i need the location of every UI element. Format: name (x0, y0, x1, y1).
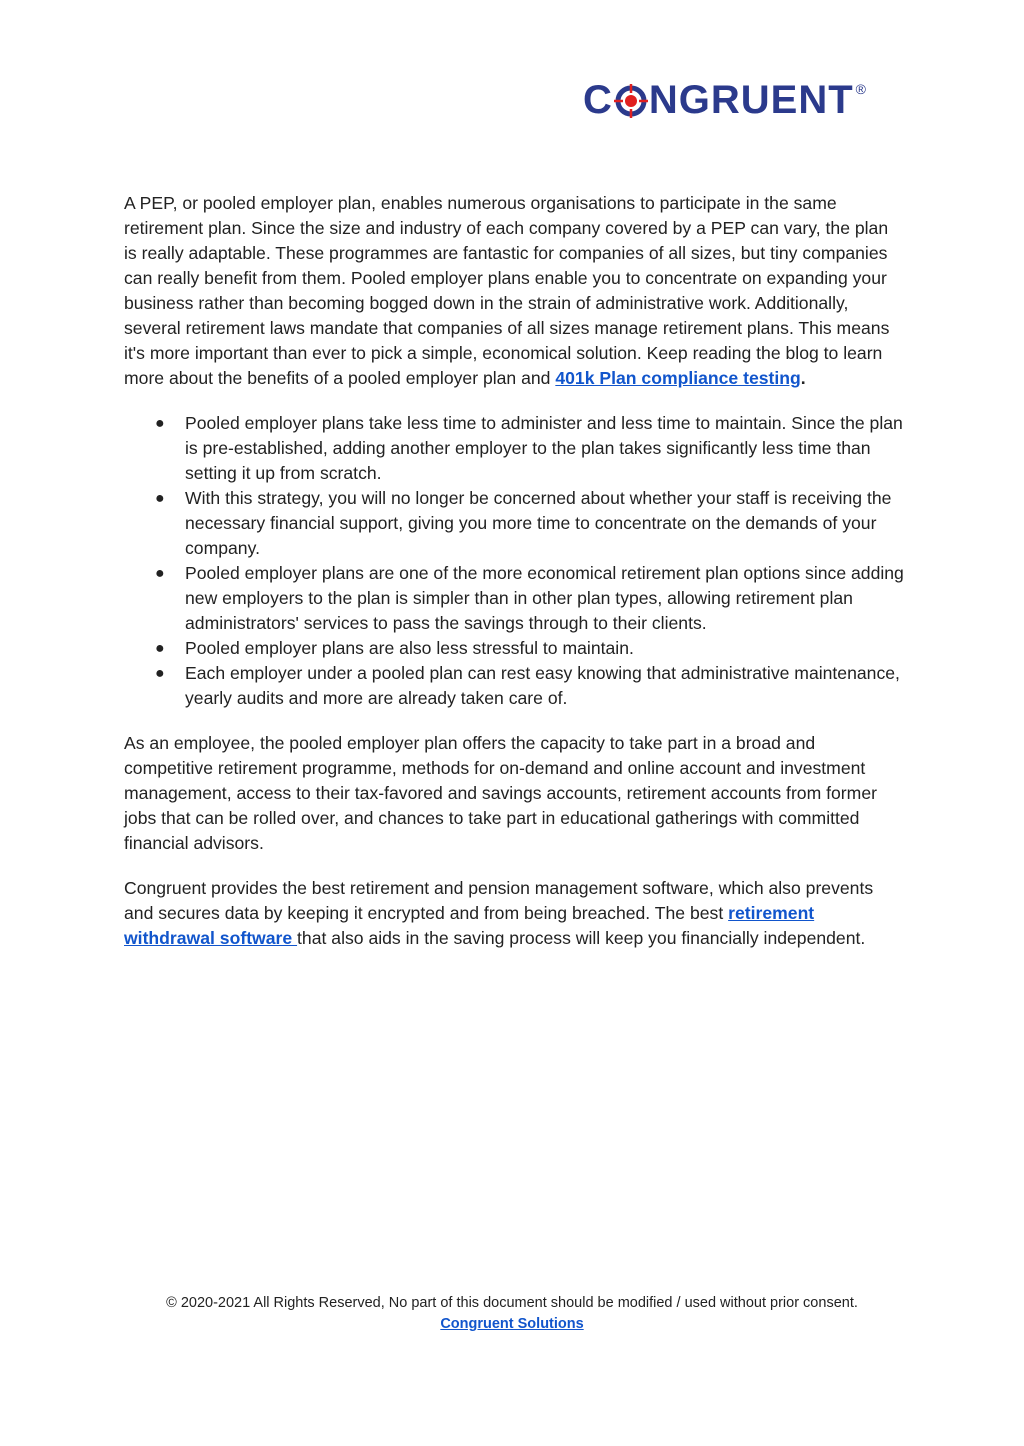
logo-letters-rest: NGRUENT (648, 78, 854, 122)
list-item-text: With this strategy, you will no longer be concerned about whether your staff is receiving the necessary financial support, giving you more time to concentrate on the demands of your company. (185, 488, 892, 558)
bullet-icon: ● (155, 640, 165, 657)
target-icon (614, 84, 648, 118)
bullet-icon: ● (155, 490, 165, 507)
logo-wordmark (583, 80, 867, 120)
employee-paragraph: As an employee, the pooled employer plan offers the capacity to take part in a broad and competitive retirement programme, methods for on-demand and online account and investment management, access to their tax-favored and savings accounts, retirement accounts from former jobs that can be rolled over, and chances to take part in educational gatherings with committed financial advisors. (124, 733, 877, 853)
list-item (124, 561, 904, 636)
closing-text: Congruent provides the best retirement and pension management software, which also prevents and secures data by keeping it encrypted and from being breached. The best (124, 878, 874, 923)
link-retirement-withdrawal-software[interactable]: retirement withdrawal software (124, 903, 815, 948)
list-item-text: Each employer under a pooled plan can rest easy knowing that administrative maintenance, yearly audits and more are already taken care of. (185, 663, 900, 708)
list-item-text: Pooled employer plans are one of the more economical retirement plan options since adding new employers to the plan is simpler than in other plan types, allowing retirement plan administrators' services to pass the savings through to their clients. (185, 563, 904, 633)
list-item (124, 636, 904, 661)
list-item (124, 661, 904, 711)
copyright-notice: © 2020-2021 All Rights Reserved, No part of this document should be modified / used without prior consent. (166, 1295, 858, 1311)
intro-text: A PEP, or pooled employer plan, enables numerous organisations to participate in the same retirement plan. Since the size and industry of each company covered by a PEP can vary, the plan is really adaptable. These programmes are fantastic for companies of all sizes, but tiny companies can really benefit from them. Pooled employer plans enable you to concentrate on expanding your business rather than becoming bogged down in the strain of administrative work. Additionally, several retirement laws mandate that companies of all sizes manage retirement plans. This means it's more important than ever to pick a simple, economical solution. Keep reading the blog to learn more about the benefits of a pooled employer plan and (124, 193, 890, 388)
link-401k-compliance-testing[interactable]: 401k Plan compliance testing (555, 368, 801, 388)
footer (0, 1293, 1024, 1335)
footer-link-congruent-solutions[interactable]: Congruent Solutions (440, 1316, 584, 1332)
closing-text-end: that also aids in the saving process will keep you financially independent. (297, 928, 866, 948)
list-item-text: Pooled employer plans are also less stressful to maintain. (185, 638, 634, 658)
list-item (124, 411, 904, 486)
closing-paragraph (124, 876, 904, 951)
bullet-icon: ● (155, 665, 165, 682)
bullet-icon: ● (155, 565, 165, 582)
registered-mark: ® (855, 81, 867, 97)
bullet-icon: ● (155, 415, 165, 432)
congruent-logo (583, 78, 867, 122)
list-item-text: Pooled employer plans take less time to administer and less time to maintain. Since the plan is pre-established, adding another employer to the plan takes significantly less time than setting it up from scratch. (185, 413, 903, 483)
intro-period: . (800, 368, 806, 388)
benefits-list (124, 411, 904, 711)
intro-paragraph (124, 191, 904, 391)
logo-letter-c: C (583, 78, 613, 122)
list-item (124, 486, 904, 561)
document-body (124, 191, 904, 971)
